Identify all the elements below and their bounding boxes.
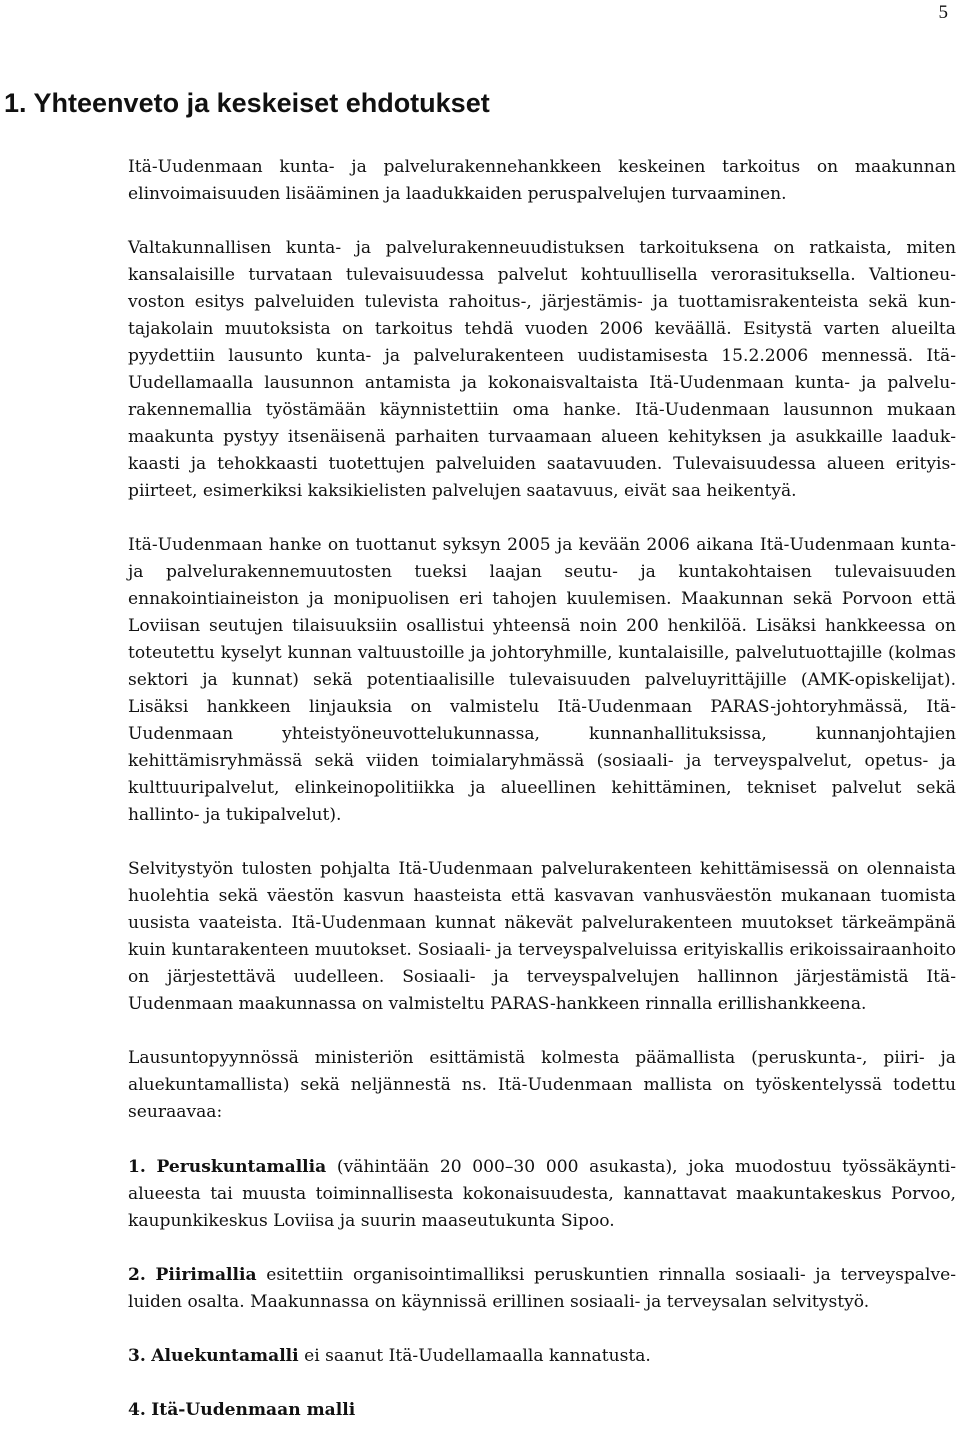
model-description: (vähintään 20 000–30 000 asukasta), joka muodostuu työssäkäyntialueesta tai muusta toiminnallisesta kokonaisuudesta, kannattavat maakuntakeskus Porvoo, kaupunkikeskus Loviisa ja suurin maaseutukunta Sipoo.: [128, 1157, 957, 1231]
model-name: Peruskuntamallia: [156, 1157, 327, 1177]
paragraph-models-intro: Lausuntopyynnössä ministeriön esittämistä kolmesta päämallista (peruskunta-, piiri- ja aluekuntamallista) sekä neljännestä ns. Itä-Uudenmaan mallista on työskentelyssä todettu seuraavaa:: [128, 1048, 956, 1122]
model-number: 2.: [128, 1265, 146, 1285]
model-item: [128, 1262, 956, 1316]
model-name: Itä-Uudenmaan malli: [151, 1400, 356, 1420]
paragraph-purpose: Itä-Uudenmaan kunta- ja palvelurakennehankkeen keskeinen tarkoitus on maakunnan elinvoimaisuuden lisääminen ja laadukkaiden peruspalvelujen turvaaminen.: [128, 157, 956, 204]
model-number: 4.: [128, 1400, 146, 1420]
model-item: [128, 1343, 956, 1370]
model-item: [128, 1397, 956, 1424]
model-name: Aluekuntamalli: [151, 1346, 299, 1366]
model-number: 3.: [128, 1346, 146, 1366]
paragraph-project-activities: Itä-Uudenmaan hanke on tuottanut syksyn 2005 ja kevään 2006 aikana Itä-Uudenmaan kunta- ja palvelurakennemuutosten tueksi laajan seutu- ja kuntakohtaisen tulevaisuuden ennakointiaineiston ja monipuolisen eri tahojen kuulemisen. Maakunnan sekä Porvoon että Loviisan seutujen tilaisuuksiin osallistui yhteensä noin 200 henkilöä. Lisäksi hankkeessa on toteutettu kyselyt kunnan valtuustoille ja johtoryhmille, kuntalaisille, palvelutuottajille (kolmas sektori ja kunnat) sekä potentiaalisille tulevaisuuden palveluyrittäjille (AMK-opiskelijat). Lisäksi hankkeen linjauksia on valmistelu Itä-Uudenmaan PARAS-johtoryhmässä, Itä-Uudenmaan yhteistyöneuvottelukunnassa, kunnanhallituksissa, kunnanjohtajien kehittämisryhmässä sekä viiden toimialaryhmässä (sosiaali- ja terveyspalvelut, opetus- ja kulttuuripalvelut, elinkeinopolitiikka ja alueellinen kehittäminen, tekniset palvelut sekä hallinto- ja tukipalvelut).: [128, 535, 956, 825]
document-body: [128, 154, 956, 1451]
paragraph-national-reform: Valtakunnallisen kunta- ja palvelurakenneuudistuksen tarkoituksena on ratkaista, miten kansalaisille turvataan tulevaisuudessa palvelut kohtuullisella verorasituksella. Valtioneuvoston esitys palveluiden tulevista rahoitus-, järjestämis- ja tuottamisrakenteista sekä kuntajakolain muutoksista on tarkoitus tehdä vuoden 2006 keväällä. Esitystä varten alueilta pyydettiin lausunto kunta- ja palvelurakenteen uudistamisesta 15.2.2006 mennessä. Itä-Uudellamaalla lausunnon antamista ja kokonaisvaltaista Itä-Uudenmaan kunta- ja palvelurakennemallia työstämään käynnistettiin oma hanke. Itä-Uudenmaan lausunnon mukaan maakunta pystyy itsenäisenä parhaiten turvaamaan alueen kehityksen ja asukkaille laadukkaasti ja tehokkaasti tuotettujen palveluiden saatavuuden. Tulevaisuudessa alueen erityispiirteet, esimerkiksi kaksikielisten palvelujen saatavuus, eivät saa heikentyä.: [128, 238, 956, 501]
model-description: esitettiin organisointimalliksi peruskuntien rinnalla sosiaali- ja terveyspalveluiden osalta. Maakunnassa on käynnissä erillinen sosiaali- ja terveysalan selvitystyö.: [128, 1265, 956, 1312]
page-number: 5: [938, 2, 948, 23]
model-item: [128, 1154, 956, 1235]
paragraph-findings: Selvitystyön tulosten pohjalta Itä-Uudenmaan palvelurakenteen kehittämisessä on olennaista huolehtia sekä väestön kasvun haasteista että kasvavan vanhusväestön mukanaan tuomista uusista vaateista. Itä-Uudenmaan kunnat näkevät palvelurakenteen muutokset tärkeämpänä kuin kuntarakenteen muutokset. Sosiaali- ja terveyspalveluissa erityiskallis erikoissairaanhoito on järjestettävä uudelleen. Sosiaali- ja terveyspalvelujen hallinnon järjestämistä Itä-Uudenmaan maakunnassa on valmisteltu PARAS-hankkeen rinnalla erillishankkeena.: [128, 859, 956, 1014]
model-description: ei saanut Itä-Uudellamaalla kannatusta.: [298, 1346, 651, 1366]
model-name: Piirimallia: [155, 1265, 257, 1285]
section-heading: 1. Yhteenveto ja keskeiset ehdotukset: [4, 88, 490, 118]
model-number: 1.: [128, 1157, 146, 1177]
